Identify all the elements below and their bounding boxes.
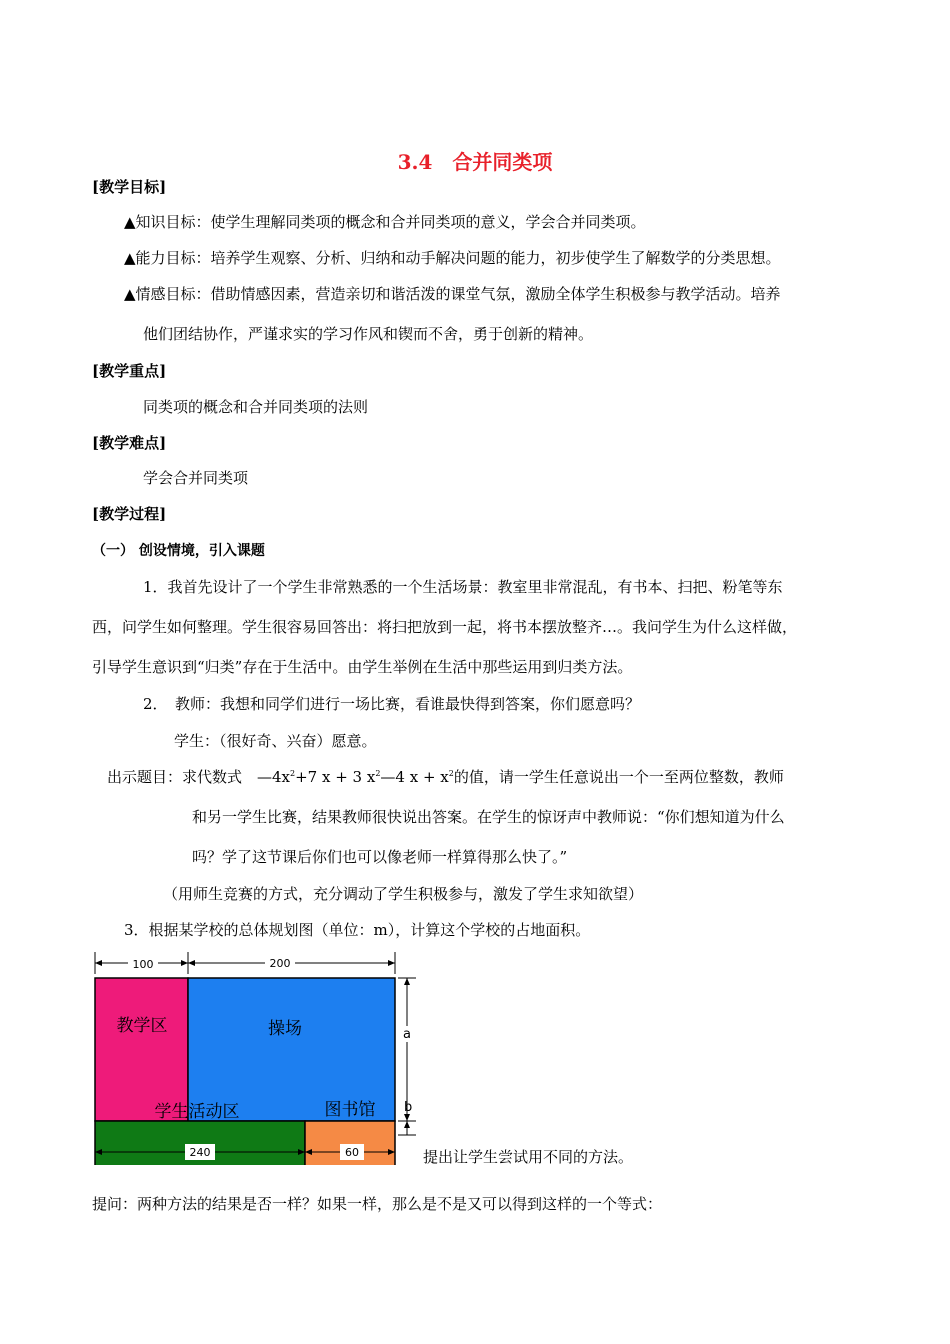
question-line3: 吗？学了这节课后你们也可以像老师一样算得那么快了。”	[192, 848, 568, 866]
goal-knowledge: ▲知识目标：使学生理解同类项的概念和合并同类项的意义，学会合并同类项。	[124, 213, 646, 231]
difficulty-text: 学会合并同类项	[143, 469, 249, 487]
key-heading: [教学重点]	[92, 362, 167, 380]
exponent: 2	[448, 769, 454, 778]
step-1-heading: （一） 创设情境，引入课题	[92, 543, 265, 559]
paragraph-1-line3: 引导学生意识到“归类”存在于生活中。由学生举例在生活中那些运用到归类方法。	[92, 658, 633, 676]
exponent: 2	[375, 769, 381, 778]
dimension-right-a: a	[403, 1027, 411, 1042]
goals-heading: [教学目标]	[92, 178, 167, 196]
paragraph-1-line2: 西，问学生如何整理。学生很容易回答出：将扫把放到一起，将书本摆放整齐…。我问学生为什么这样做，	[92, 618, 798, 636]
dimension-top-right: 200	[269, 957, 291, 970]
question-line1	[107, 766, 784, 787]
library-label: 图书馆	[324, 1100, 376, 1120]
paragraph-1-line1: 1．我首先设计了一个学生非常熟悉的一个生活场景：教室里非常混乱，有书本、扫把、粉笔等东	[143, 578, 783, 596]
dimension-right-b: b	[404, 1100, 413, 1115]
playground-label: 操场	[268, 1019, 302, 1039]
paragraph-2-line2: 学生：（很好奇、兴奋）愿意。	[174, 732, 377, 750]
goal-emotion-line2: 他们团结协作，严谨求实的学习作风和锲而不舍，勇于创新的精神。	[143, 325, 594, 343]
question-suffix: 的值，请一学生任意说出一个一至两位整数，教师	[453, 768, 784, 786]
exponent: 2	[290, 769, 296, 778]
after-diagram-text: 提出让学生尝试用不同的方法。	[423, 1148, 634, 1166]
dimension-top-left: 100	[132, 958, 154, 971]
dimension-bottom-right: 60	[345, 1146, 359, 1159]
question-mid2: —4 x + x	[380, 768, 449, 786]
activity-area-label: 学生活动区	[154, 1102, 240, 1122]
school-plan-diagram	[92, 950, 422, 1165]
paragraph-2-line1: 2． 教师：我想和同学们进行一场比赛，看谁最快得到答案，你们愿意吗？	[143, 695, 641, 713]
teaching-area-block	[95, 978, 188, 1121]
goal-ability: ▲能力目标：培养学生观察、分析、归纳和动手解决问题的能力，初步使学生了解数学的分类思想。	[124, 249, 781, 267]
dimension-bottom-left: 240	[189, 1146, 211, 1159]
final-question: 提问：两种方法的结果是否一样？如果一样，那么是不是又可以得到这样的一个等式：	[92, 1195, 663, 1213]
question-note: （用师生竞赛的方式，充分调动了学生积极参与，激发了学生求知欲望）	[163, 885, 644, 903]
page-title: 3.4 合并同类项	[397, 150, 553, 174]
teaching-area-label: 教学区	[116, 1016, 168, 1036]
question-line2: 和另一学生比赛，结果教师很快说出答案。在学生的惊讶声中教师说：“你们想知道为什么	[192, 808, 785, 826]
question-prefix: 出示题目：求代数式 —4x	[107, 768, 291, 786]
question-mid1: +7 x + 3 x	[295, 768, 376, 786]
goal-emotion-line1: ▲情感目标：借助情感因素，营造亲切和谐活泼的课堂气氛，激励全体学生积极参与教学活动。培养	[124, 285, 781, 303]
difficulty-heading: [教学难点]	[92, 434, 167, 452]
key-text: 同类项的概念和合并同类项的法则	[143, 398, 369, 416]
process-heading: [教学过程]	[92, 505, 167, 523]
paragraph-3: 3．根据某学校的总体规划图（单位：m），计算这个学校的占地面积。	[124, 921, 591, 939]
